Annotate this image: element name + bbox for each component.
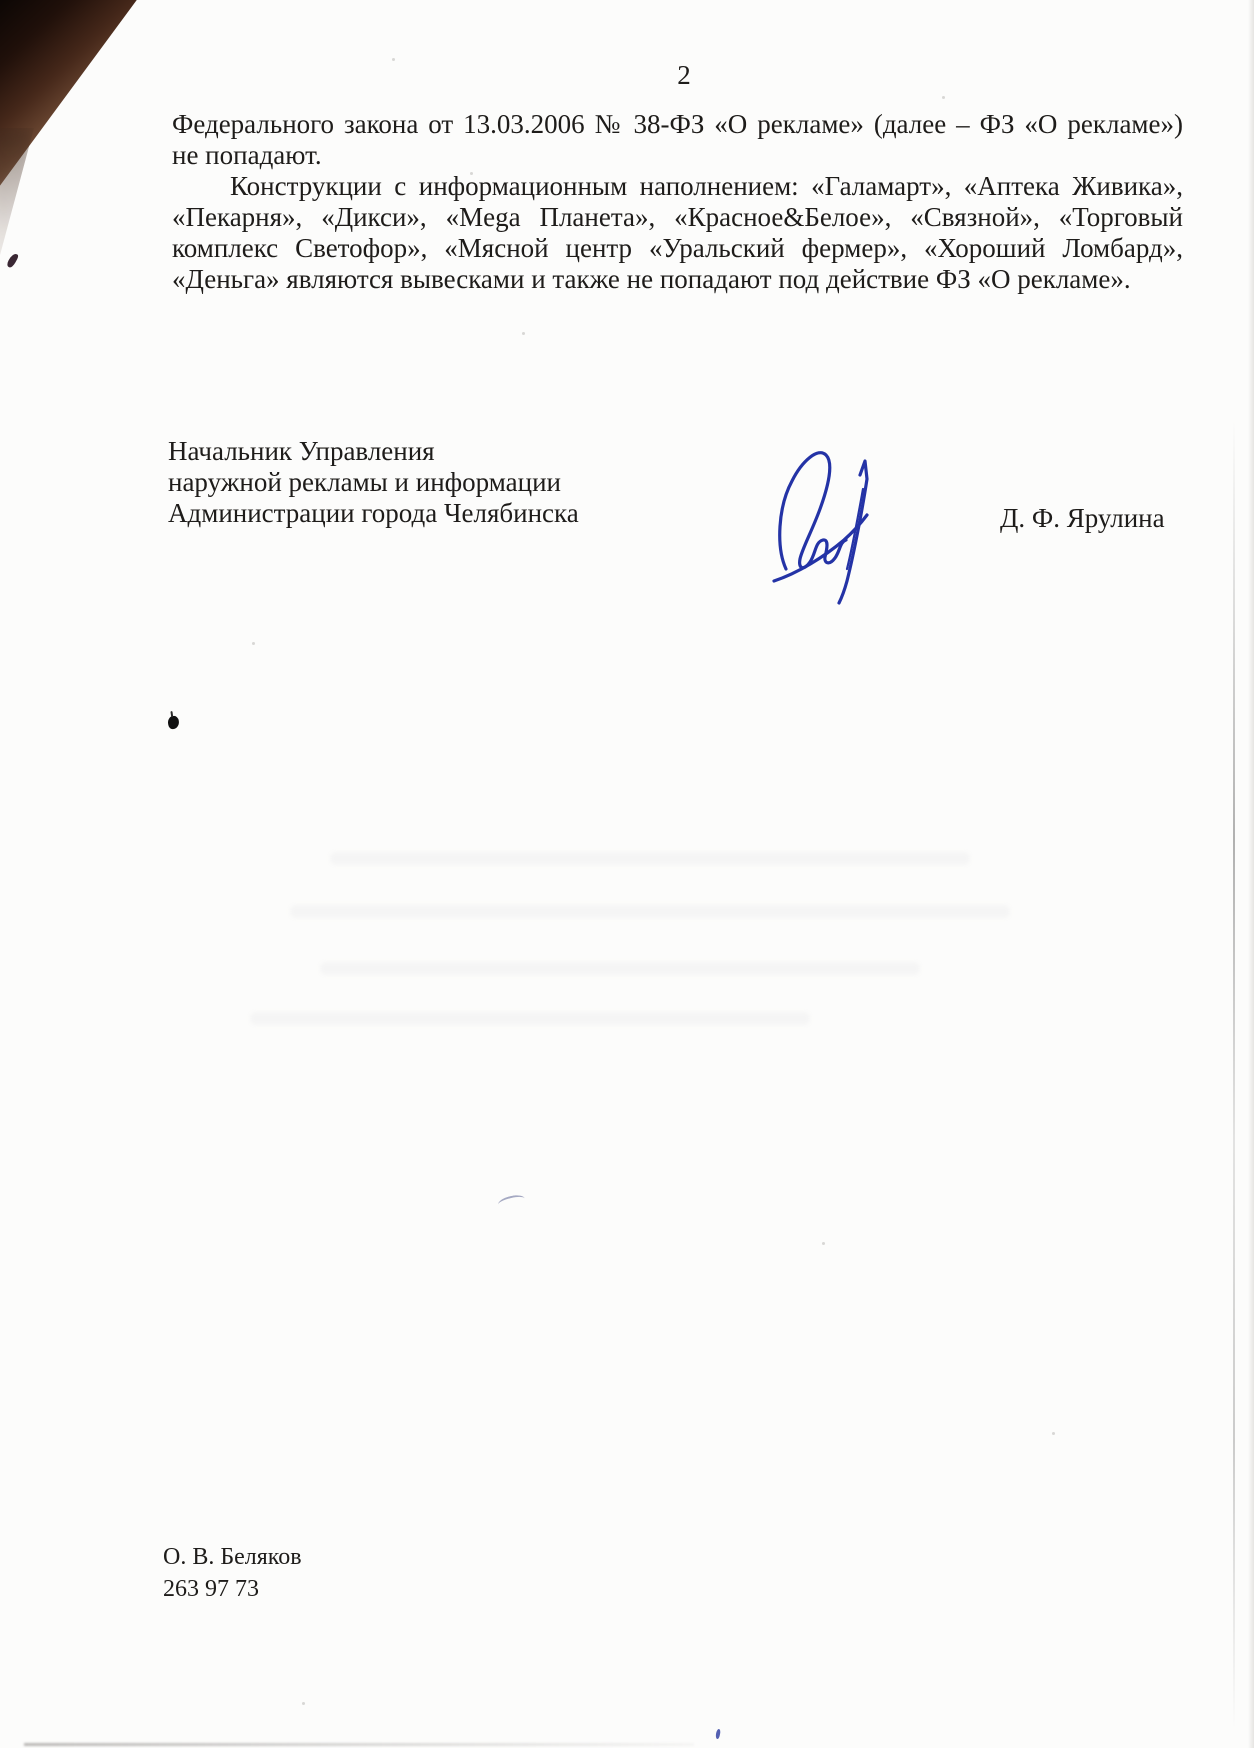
- ink-blot-artifact: [167, 715, 180, 729]
- paper-speck-artifact: [522, 332, 525, 335]
- bottom-edge-shadow-artifact: [24, 1743, 694, 1746]
- scan-streak-artifact: [1233, 420, 1235, 1730]
- ghost-text-artifact: [330, 852, 970, 865]
- paper-speck-artifact: [1052, 1432, 1055, 1435]
- body-text-line: Федерального закона от 13.03.2006 № 38-ФЗ «О рекламе» (далее – ФЗ «О рекламе»): [172, 109, 1183, 139]
- pen-mark-artifact: [497, 1193, 526, 1210]
- paper-speck-artifact: [252, 642, 255, 645]
- signature-ink-icon: [770, 443, 885, 611]
- body-text-line: «Пекарня», «Дикси», «Mega Планета», «Красное&Белое», «Связной», «Торговый: [172, 202, 1183, 232]
- ghost-text-artifact: [320, 962, 920, 975]
- document-body: [172, 109, 1183, 295]
- paper-speck-artifact: [822, 1242, 825, 1245]
- contact-block: [163, 1541, 463, 1605]
- body-text-line: не попадают.: [172, 140, 322, 170]
- scanner-corner-shadow-tail-artifact: [0, 128, 34, 300]
- pen-speck-artifact: [715, 1729, 721, 1740]
- signoff-title-line: Начальник Управления: [168, 436, 435, 466]
- signer-name: Д. Ф. Ярулина: [1000, 503, 1165, 533]
- paper-speck-artifact: [942, 96, 945, 99]
- signoff-title-line: наружной рекламы и информации: [168, 467, 561, 497]
- paper-speck-artifact: [302, 1702, 305, 1705]
- page-number: 2: [677, 60, 691, 90]
- signoff-title-block: [168, 436, 688, 529]
- paper-edge-shading-artifact: [1248, 0, 1254, 1748]
- contact-phone: 263 97 73: [163, 1576, 259, 1602]
- contact-name: О. В. Беляков: [163, 1544, 302, 1570]
- body-text-line: «Деньга» являются вывесками и также не попадают под действие ФЗ «О рекламе».: [172, 264, 1131, 294]
- body-text-line: Конструкции с информационным наполнением: «Галамарт», «Аптека Живика»,: [230, 171, 1183, 201]
- ghost-text-artifact: [250, 1012, 810, 1025]
- body-text-line: комплекс Светофор», «Мясной центр «Уральский фермер», «Хороший Ломбард»,: [172, 233, 1183, 263]
- scanner-corner-shadow-artifact: [0, 0, 150, 210]
- paper-speck-artifact: [392, 58, 395, 61]
- ink-comma-artifact: [6, 252, 19, 269]
- signoff-title-line: Администрации города Челябинска: [168, 498, 579, 528]
- ghost-text-artifact: [290, 905, 1010, 918]
